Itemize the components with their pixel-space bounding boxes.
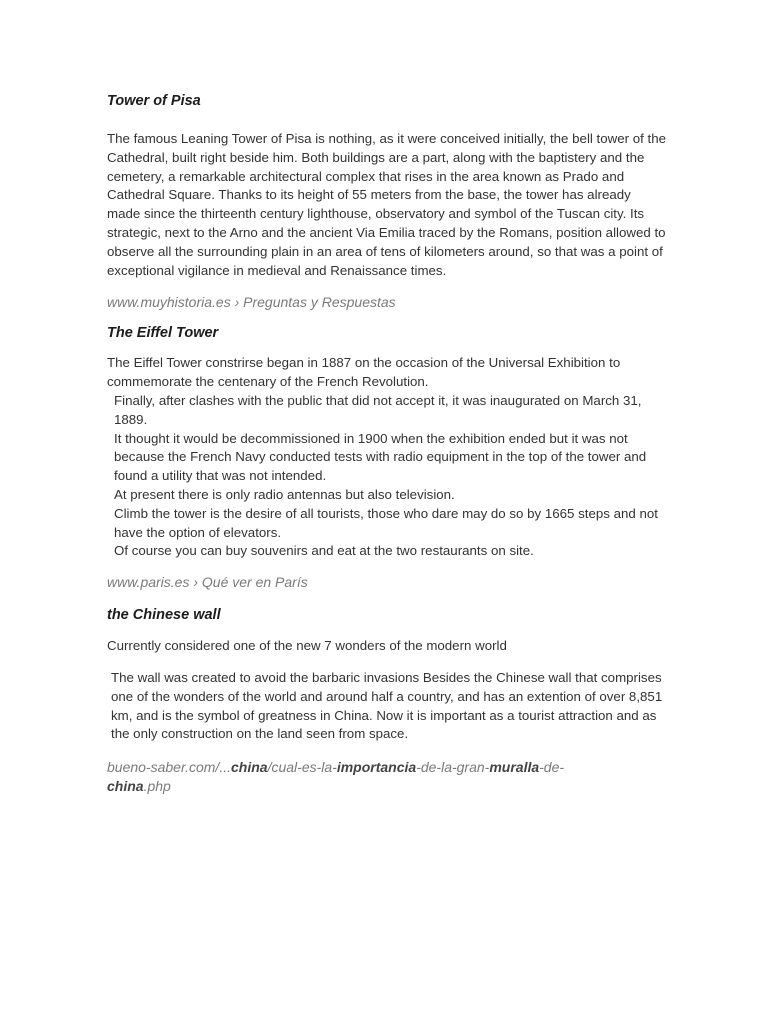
eiffel-paragraph: At present there is only radio antennas but also television. <box>114 486 455 502</box>
eiffel-paragraph: Climb the tower is the desire of all tourists, those who dare may do so by 1665 steps and not have the option of elevators. <box>114 505 658 540</box>
source-part-bold: muralla <box>489 759 540 776</box>
section-title-chinese-wall: the Chinese wall <box>107 607 221 624</box>
source-part-bold: china <box>231 759 268 776</box>
eiffel-paragraph: The Eiffel Tower constrirse began in 1887 on the occasion of the Universal Exhibition to commemorate the centenary of the French Revolution. <box>107 355 621 390</box>
source-part-bold: importancia <box>336 759 417 776</box>
source-part: bueno-saber.com/... <box>107 759 231 776</box>
document-page <box>107 91 667 796</box>
source-link-bueno-saber[interactable] <box>107 758 667 796</box>
source-link-muyhistoria[interactable]: www.muyhistoria.es › Preguntas y Respuestas <box>107 294 396 311</box>
section-intro-chinese-wall: Currently considered one of the new 7 wonders of the modern world <box>107 638 507 654</box>
source-part: -de- <box>539 759 565 776</box>
eiffel-paragraph: Finally, after clashes with the public that did not accept it, it was inaugurated on March 31, 1889. <box>114 392 642 427</box>
section-body-eiffel-tower <box>107 354 667 561</box>
source-link-paris[interactable]: www.paris.es › Qué ver en París <box>107 574 308 591</box>
source-part-bold: china <box>107 778 144 795</box>
section-body-chinese-wall: The wall was created to avoid the barbaric invasions Besides the Chinese wall that comprises one of the wonders of the world and around half a country, and has an extention of over 8,851 km, and is the symbol of greatness in China. Now it is important as a tourist attraction and as the only construction on the land seen from space. <box>111 669 663 742</box>
source-part: /cual-es-la- <box>267 759 337 776</box>
section-body-tower-of-pisa: The famous Leaning Tower of Pisa is nothing, as it were conceived initially, the bell tower of the Cathedral, built right beside him. Both buildings are a part, along with the baptistery and the cemetery, a remarkable architectural complex that rises in the area known as Prado and Cathedral Square. Thanks to its height of 55 meters from the base, the tower has already made since the thirteenth century lighthouse, observatory and symbol of the Tuscan city. Its strategic, next to the Arno and the ancient Via Emilia traced by the Romans, position allowed to observe all the surrounding plain in an area of tens of kilometers around, so that was a point of exceptional vigilance in medieval and Renaissance times. <box>107 131 667 278</box>
eiffel-paragraph: Of course you can buy souvenirs and eat at the two restaurants on site. <box>114 543 534 559</box>
section-title-tower-of-pisa: Tower of Pisa <box>107 93 201 109</box>
eiffel-paragraph: It thought it would be decommissioned in 1900 when the exhibition ended but it was not because the French Navy conducted tests with radio equipment in the top of the tower and found a utility that was not intended. <box>114 430 647 484</box>
source-part: .php <box>143 778 171 795</box>
section-title-eiffel-tower: The Eiffel Tower <box>107 325 219 342</box>
source-part: -de-la-gran- <box>416 759 490 776</box>
